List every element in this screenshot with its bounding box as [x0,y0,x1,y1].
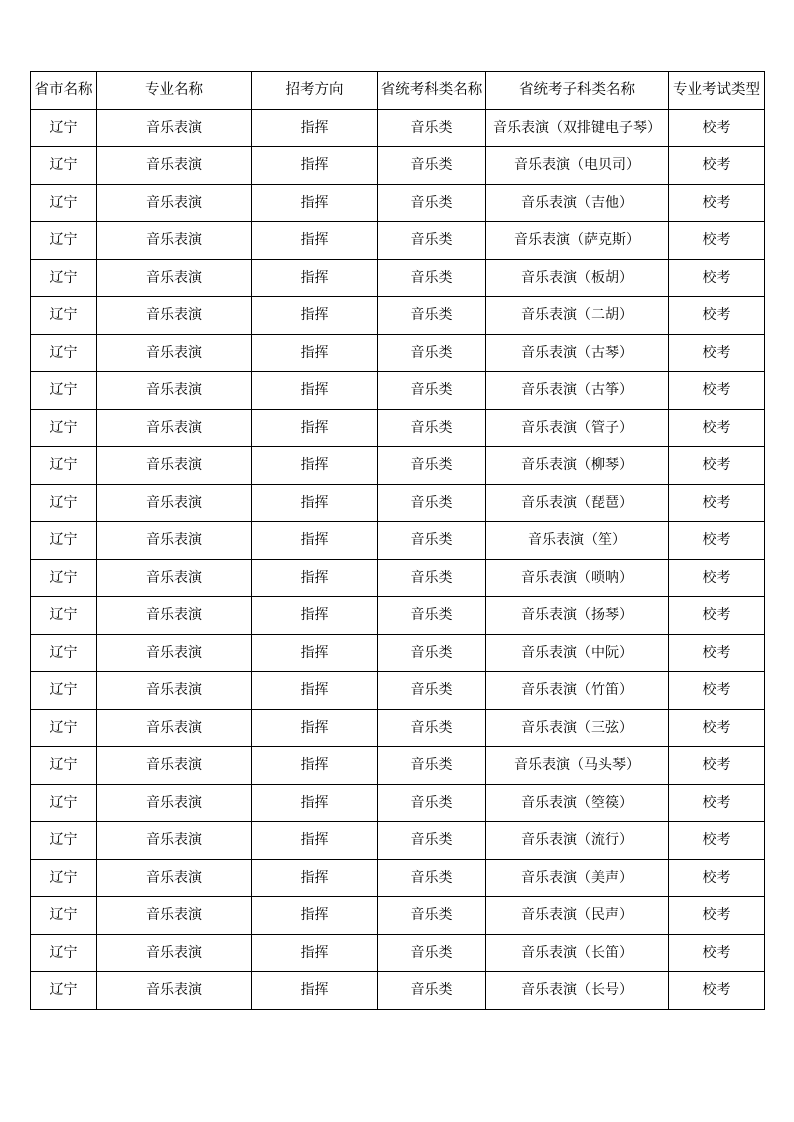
cell-exam-category: 音乐类 [378,709,486,747]
cell-province: 辽宁 [31,972,97,1010]
cell-major: 音乐表演 [97,934,252,972]
cell-exam-type: 校考 [669,672,765,710]
table-row [31,447,765,485]
cell-exam-category: 音乐类 [378,972,486,1010]
cell-direction: 指挥 [252,372,378,410]
cell-province: 辽宁 [31,222,97,260]
cell-exam-subcategory: 音乐表演（琵琶） [486,484,669,522]
cell-exam-type: 校考 [669,934,765,972]
cell-province: 辽宁 [31,709,97,747]
cell-exam-type: 校考 [669,634,765,672]
cell-direction: 指挥 [252,222,378,260]
cell-major: 音乐表演 [97,484,252,522]
cell-exam-category: 音乐类 [378,934,486,972]
cell-province: 辽宁 [31,672,97,710]
cell-exam-subcategory: 音乐表演（二胡） [486,297,669,335]
cell-exam-subcategory: 音乐表演（吉他） [486,184,669,222]
cell-direction: 指挥 [252,747,378,785]
table-row [31,147,765,185]
cell-exam-type: 校考 [669,259,765,297]
cell-province: 辽宁 [31,184,97,222]
cell-province: 辽宁 [31,109,97,147]
cell-province: 辽宁 [31,297,97,335]
cell-major: 音乐表演 [97,897,252,935]
cell-province: 辽宁 [31,409,97,447]
cell-major: 音乐表演 [97,372,252,410]
cell-exam-subcategory: 音乐表演（箜篌） [486,784,669,822]
header-exam-category: 省统考科类名称 [378,72,486,110]
cell-exam-category: 音乐类 [378,747,486,785]
cell-exam-type: 校考 [669,409,765,447]
cell-direction: 指挥 [252,859,378,897]
cell-direction: 指挥 [252,972,378,1010]
cell-exam-category: 音乐类 [378,484,486,522]
cell-exam-subcategory: 音乐表演（电贝司） [486,147,669,185]
table-row [31,184,765,222]
cell-province: 辽宁 [31,634,97,672]
cell-exam-type: 校考 [669,522,765,560]
cell-exam-type: 校考 [669,297,765,335]
cell-direction: 指挥 [252,634,378,672]
cell-direction: 指挥 [252,597,378,635]
cell-major: 音乐表演 [97,334,252,372]
cell-exam-category: 音乐类 [378,297,486,335]
cell-direction: 指挥 [252,934,378,972]
cell-province: 辽宁 [31,484,97,522]
cell-exam-subcategory: 音乐表演（萨克斯） [486,222,669,260]
cell-exam-type: 校考 [669,334,765,372]
cell-exam-type: 校考 [669,559,765,597]
cell-major: 音乐表演 [97,522,252,560]
cell-exam-type: 校考 [669,109,765,147]
table-row [31,372,765,410]
cell-major: 音乐表演 [97,447,252,485]
cell-province: 辽宁 [31,934,97,972]
cell-exam-subcategory: 音乐表演（中阮） [486,634,669,672]
table-row [31,747,765,785]
cell-direction: 指挥 [252,297,378,335]
cell-exam-subcategory: 音乐表演（柳琴） [486,447,669,485]
cell-province: 辽宁 [31,559,97,597]
cell-direction: 指挥 [252,484,378,522]
cell-direction: 指挥 [252,672,378,710]
cell-exam-type: 校考 [669,484,765,522]
cell-exam-type: 校考 [669,897,765,935]
cell-exam-subcategory: 音乐表演（古筝） [486,372,669,410]
cell-exam-subcategory: 音乐表演（三弦） [486,709,669,747]
cell-direction: 指挥 [252,709,378,747]
cell-exam-type: 校考 [669,822,765,860]
cell-exam-subcategory: 音乐表演（管子） [486,409,669,447]
cell-exam-category: 音乐类 [378,784,486,822]
table-row [31,897,765,935]
table-row [31,522,765,560]
table-row [31,672,765,710]
cell-province: 辽宁 [31,859,97,897]
cell-exam-type: 校考 [669,184,765,222]
cell-exam-subcategory: 音乐表演（长笛） [486,934,669,972]
table-row [31,109,765,147]
cell-exam-subcategory: 音乐表演（竹笛） [486,672,669,710]
enrollment-table [30,71,765,1010]
cell-exam-category: 音乐类 [378,672,486,710]
cell-exam-type: 校考 [669,747,765,785]
cell-major: 音乐表演 [97,672,252,710]
table-row [31,597,765,635]
header-exam-subcategory: 省统考子科类名称 [486,72,669,110]
table-row [31,559,765,597]
cell-major: 音乐表演 [97,297,252,335]
cell-exam-category: 音乐类 [378,897,486,935]
cell-exam-type: 校考 [669,597,765,635]
cell-exam-subcategory: 音乐表演（唢呐） [486,559,669,597]
cell-direction: 指挥 [252,409,378,447]
cell-exam-category: 音乐类 [378,147,486,185]
table-row [31,934,765,972]
cell-exam-category: 音乐类 [378,822,486,860]
cell-major: 音乐表演 [97,747,252,785]
cell-major: 音乐表演 [97,409,252,447]
header-exam-type: 专业考试类型 [669,72,765,110]
cell-exam-category: 音乐类 [378,109,486,147]
cell-province: 辽宁 [31,822,97,860]
cell-exam-category: 音乐类 [378,259,486,297]
cell-exam-subcategory: 音乐表演（流行） [486,822,669,860]
cell-exam-subcategory: 音乐表演（长号） [486,972,669,1010]
cell-exam-type: 校考 [669,709,765,747]
cell-major: 音乐表演 [97,222,252,260]
cell-major: 音乐表演 [97,559,252,597]
cell-exam-category: 音乐类 [378,859,486,897]
cell-exam-category: 音乐类 [378,372,486,410]
cell-exam-type: 校考 [669,222,765,260]
table-row [31,409,765,447]
table-row [31,334,765,372]
cell-exam-category: 音乐类 [378,222,486,260]
table-row [31,859,765,897]
cell-province: 辽宁 [31,447,97,485]
cell-direction: 指挥 [252,784,378,822]
cell-province: 辽宁 [31,259,97,297]
table-row [31,972,765,1010]
cell-province: 辽宁 [31,147,97,185]
table-body [31,109,765,1009]
cell-province: 辽宁 [31,334,97,372]
table-row [31,259,765,297]
cell-direction: 指挥 [252,147,378,185]
table-row [31,297,765,335]
cell-exam-category: 音乐类 [378,634,486,672]
cell-direction: 指挥 [252,559,378,597]
cell-direction: 指挥 [252,822,378,860]
table-row [31,822,765,860]
cell-major: 音乐表演 [97,859,252,897]
cell-exam-category: 音乐类 [378,559,486,597]
cell-major: 音乐表演 [97,784,252,822]
table-row [31,709,765,747]
cell-exam-subcategory: 音乐表演（双排键电子琴） [486,109,669,147]
cell-exam-subcategory: 音乐表演（民声） [486,897,669,935]
cell-exam-subcategory: 音乐表演（笙） [486,522,669,560]
cell-province: 辽宁 [31,747,97,785]
table-header-row [31,72,765,110]
cell-direction: 指挥 [252,334,378,372]
cell-exam-type: 校考 [669,447,765,485]
cell-major: 音乐表演 [97,634,252,672]
cell-exam-subcategory: 音乐表演（美声） [486,859,669,897]
cell-exam-category: 音乐类 [378,334,486,372]
cell-exam-type: 校考 [669,372,765,410]
cell-exam-subcategory: 音乐表演（扬琴） [486,597,669,635]
header-major: 专业名称 [97,72,252,110]
table-row [31,634,765,672]
cell-exam-category: 音乐类 [378,597,486,635]
header-province: 省市名称 [31,72,97,110]
cell-major: 音乐表演 [97,109,252,147]
table-row [31,222,765,260]
cell-province: 辽宁 [31,897,97,935]
header-direction: 招考方向 [252,72,378,110]
cell-exam-subcategory: 音乐表演（马头琴） [486,747,669,785]
cell-exam-type: 校考 [669,784,765,822]
cell-direction: 指挥 [252,259,378,297]
cell-exam-category: 音乐类 [378,522,486,560]
cell-province: 辽宁 [31,597,97,635]
cell-major: 音乐表演 [97,184,252,222]
cell-major: 音乐表演 [97,972,252,1010]
table-row [31,784,765,822]
cell-exam-type: 校考 [669,147,765,185]
cell-province: 辽宁 [31,372,97,410]
cell-province: 辽宁 [31,522,97,560]
cell-exam-type: 校考 [669,972,765,1010]
cell-exam-category: 音乐类 [378,184,486,222]
cell-exam-subcategory: 音乐表演（板胡） [486,259,669,297]
cell-exam-category: 音乐类 [378,447,486,485]
cell-direction: 指挥 [252,447,378,485]
cell-major: 音乐表演 [97,822,252,860]
cell-major: 音乐表演 [97,147,252,185]
cell-major: 音乐表演 [97,709,252,747]
cell-direction: 指挥 [252,897,378,935]
cell-exam-subcategory: 音乐表演（古琴） [486,334,669,372]
cell-exam-type: 校考 [669,859,765,897]
cell-direction: 指挥 [252,522,378,560]
cell-major: 音乐表演 [97,597,252,635]
table-row [31,484,765,522]
cell-direction: 指挥 [252,109,378,147]
cell-province: 辽宁 [31,784,97,822]
cell-exam-category: 音乐类 [378,409,486,447]
cell-major: 音乐表演 [97,259,252,297]
cell-direction: 指挥 [252,184,378,222]
